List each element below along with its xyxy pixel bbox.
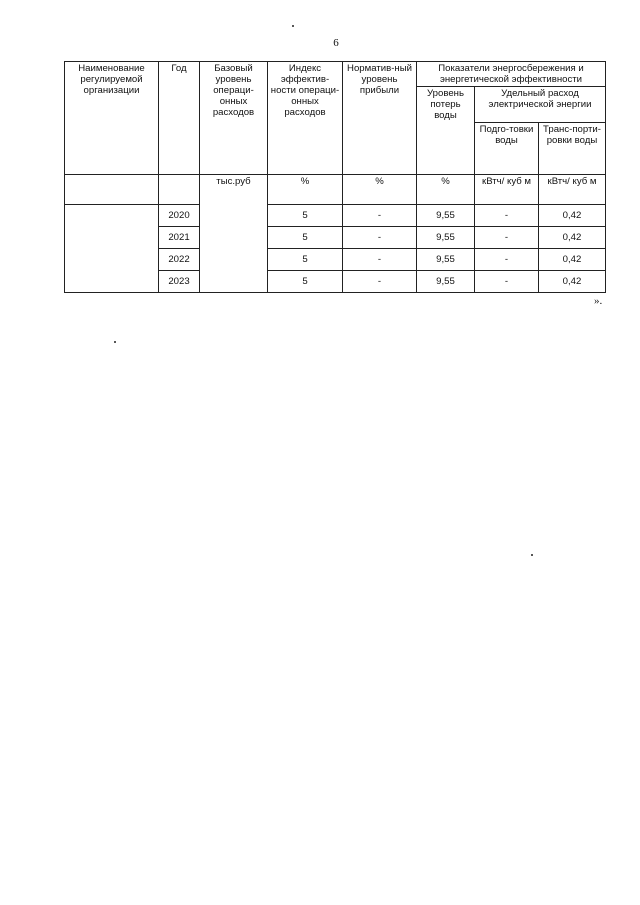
header-transport: Транс-порти-ровки воды: [539, 123, 606, 175]
header-specific-consumption: Удельный расход электрической энергии: [475, 87, 606, 123]
row-year: 2022: [159, 249, 200, 271]
row-profit: -: [343, 227, 417, 249]
closing-quote-mark: ».: [594, 295, 603, 307]
regulation-table: [64, 61, 606, 293]
row-transp: 0,42: [539, 205, 606, 227]
header-energy-group: Показатели энергосбережения и энергетической эффективности: [417, 62, 606, 87]
row-prep: -: [475, 249, 539, 271]
header-preparation: Подго-товки воды: [475, 123, 539, 175]
scan-speck: [292, 25, 294, 27]
row-loss: 9,55: [417, 205, 475, 227]
org-name-cell: [65, 205, 159, 293]
row-year: 2020: [159, 205, 200, 227]
header-org: Наименование регулируемой организации: [65, 62, 159, 175]
row-index: 5: [268, 205, 343, 227]
row-profit: -: [343, 249, 417, 271]
row-prep: -: [475, 227, 539, 249]
header-base-level: Базовый уровень операци-онных расходов: [200, 62, 268, 175]
row-year: 2023: [159, 271, 200, 293]
unit-transport: кВтч/ куб м: [539, 175, 606, 205]
row-transp: 0,42: [539, 227, 606, 249]
row-loss: 9,55: [417, 249, 475, 271]
table-row: [65, 205, 606, 227]
row-profit: -: [343, 271, 417, 293]
row-transp: 0,42: [539, 271, 606, 293]
unit-efficiency-index: %: [268, 175, 343, 205]
row-transp: 0,42: [539, 249, 606, 271]
row-index: 5: [268, 249, 343, 271]
unit-preparation: кВтч/ куб м: [475, 175, 539, 205]
unit-water-loss: %: [417, 175, 475, 205]
units-year-empty: [159, 175, 200, 205]
row-index: 5: [268, 227, 343, 249]
header-efficiency-index: Индекс эффектив-ности операци-онных расходов: [268, 62, 343, 175]
scan-speck: [114, 341, 116, 343]
unit-normative-profit: %: [343, 175, 417, 205]
scan-speck: [531, 554, 533, 556]
row-year: 2021: [159, 227, 200, 249]
row-profit: -: [343, 205, 417, 227]
row-prep: -: [475, 205, 539, 227]
row-prep: -: [475, 271, 539, 293]
header-water-loss: Уровень потерь воды: [417, 87, 475, 175]
base-level-cell: [200, 205, 268, 293]
header-year: Год: [159, 62, 200, 175]
row-index: 5: [268, 271, 343, 293]
unit-base-level: тыс.руб: [200, 175, 268, 205]
header-normative-profit: Норматив-ный уровень прибыли: [343, 62, 417, 175]
row-loss: 9,55: [417, 227, 475, 249]
row-loss: 9,55: [417, 271, 475, 293]
units-org-empty: [65, 175, 159, 205]
page-number: 6: [333, 37, 339, 49]
